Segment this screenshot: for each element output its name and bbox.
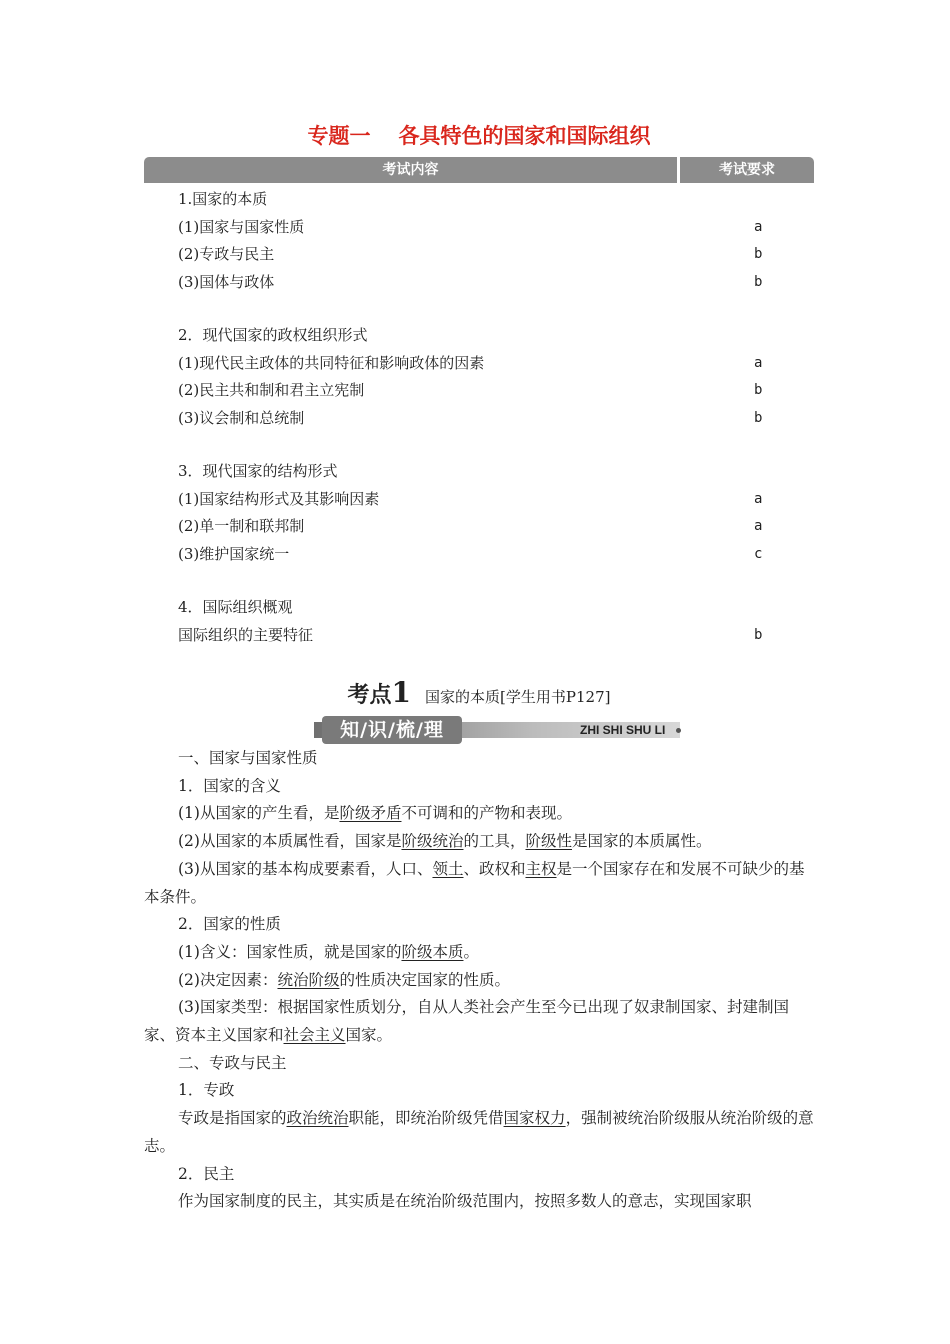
subsection-heading: 1．专政 <box>178 1081 235 1100</box>
underlined-term: 政治统治 <box>286 1109 349 1128</box>
row-text: 国际组织的主要特征 <box>178 625 314 644</box>
table-row <box>144 541 814 569</box>
paragraph: (1)从国家的产生看，是阶级矛盾不可调和的产物和表现。 <box>178 804 572 823</box>
paragraph: (2)决定因素：统治阶级的性质决定国家的性质。 <box>178 970 510 989</box>
table-row <box>144 241 814 269</box>
underlined-term: 统治阶级 <box>277 970 340 989</box>
table-row <box>144 350 814 378</box>
row-req: b <box>754 626 763 643</box>
underlined-term: 阶级性 <box>525 832 573 851</box>
table-row <box>144 186 814 214</box>
underlined-term: 社会主义 <box>283 1026 346 1045</box>
paragraph: (3)从国家的基本构成要素看，人口、领土、政权和主权是一个国家存在和发展不可缺少的基本条件。 <box>144 859 805 906</box>
subsection-heading: 2．民主 <box>178 1164 235 1183</box>
section-heading: 二、专政与民主 <box>178 1053 287 1072</box>
table-row <box>144 377 814 405</box>
subsection-heading: 2．国家的性质 <box>178 915 281 934</box>
table-row <box>144 269 814 297</box>
row-text: (2)专政与民主 <box>178 245 275 263</box>
kaodian-label: 考点 <box>347 683 392 708</box>
table-row <box>144 214 814 242</box>
row-req: a <box>754 354 763 371</box>
page-title <box>144 120 814 150</box>
row-req: b <box>754 273 763 290</box>
table-row <box>144 405 814 433</box>
banner-dot-icon <box>676 728 681 733</box>
row-text: 1.国家的本质 <box>178 190 268 208</box>
body-text <box>144 745 814 1216</box>
table-row <box>144 322 814 350</box>
header-content: 考试内容 <box>144 157 677 183</box>
paragraph: (1)含义：国家性质，就是国家的阶级本质。 <box>178 942 479 961</box>
section-heading: 一、国家与国家性质 <box>178 749 318 767</box>
row-text: (3)议会制和总统制 <box>178 408 305 427</box>
underlined-term: 领土 <box>432 859 464 878</box>
table-row <box>144 594 814 622</box>
row-text: (2)民主共和制和君主立宪制 <box>178 381 365 399</box>
row-text: (3)国体与政体 <box>178 272 275 291</box>
row-req: b <box>754 382 763 398</box>
kaodian-text: 国家的本质[学生用书P127] <box>425 688 611 706</box>
title-part2: 各具特色的国家和国际组织 <box>398 124 651 148</box>
table-row <box>144 486 814 514</box>
header-requirement: 考试要求 <box>680 157 814 183</box>
title-part1: 专题一 <box>307 124 371 148</box>
underlined-term: 阶级矛盾 <box>339 804 402 823</box>
row-req: a <box>754 490 763 507</box>
banner-pinyin: ZHI SHI SHU LI <box>580 723 666 737</box>
row-req: a <box>754 518 763 534</box>
banner-label: 知/识/梳/理 <box>322 716 462 744</box>
kaodian-number: 1 <box>391 676 412 709</box>
table-row <box>144 622 814 650</box>
table-row <box>144 458 814 486</box>
paragraph: 作为国家制度的民主，其实质是在统治阶级范围内，按照多数人的意志，实现国家职 <box>178 1192 752 1211</box>
row-text: 4．国际组织概观 <box>178 598 293 616</box>
row-req: a <box>754 218 763 235</box>
paragraph: 专政是指国家的政治统治职能，即统治阶级凭借国家权力，强制被统治阶级服从统治阶级的意志。 <box>144 1109 814 1155</box>
row-text: 2．现代国家的政权组织形式 <box>178 326 368 344</box>
row-text: (2)单一制和联邦制 <box>178 517 305 535</box>
kaodian-heading <box>144 676 814 709</box>
table-row <box>144 513 814 541</box>
table-header <box>144 157 814 183</box>
underlined-term: 阶级统治 <box>401 832 464 851</box>
underlined-term: 国家权力 <box>503 1109 566 1128</box>
row-text: (1)现代民主政体的共同特征和影响政体的因素 <box>178 353 485 372</box>
row-text: (1)国家结构形式及其影响因素 <box>178 489 380 508</box>
row-req: b <box>754 246 763 262</box>
subsection-heading: 1．国家的含义 <box>178 776 281 795</box>
row-text: (3)维护国家统一 <box>178 544 290 563</box>
row-req: b <box>754 409 763 426</box>
row-text: 3．现代国家的结构形式 <box>178 462 338 480</box>
underlined-term: 阶级本质 <box>401 942 464 961</box>
exam-table <box>144 186 814 649</box>
underlined-term: 主权 <box>525 859 557 878</box>
paragraph: (3)国家类型：根据国家性质划分，自从人类社会产生至今已出现了奴隶制国家、封建制国家、资本主义国家和社会主义国家。 <box>144 998 789 1045</box>
row-text: (1)国家与国家性质 <box>178 217 305 236</box>
section-banner <box>304 716 684 744</box>
row-req: c <box>754 545 763 562</box>
paragraph: (2)从国家的本质属性看，国家是阶级统治的工具，阶级性是国家的本质属性。 <box>178 832 712 851</box>
